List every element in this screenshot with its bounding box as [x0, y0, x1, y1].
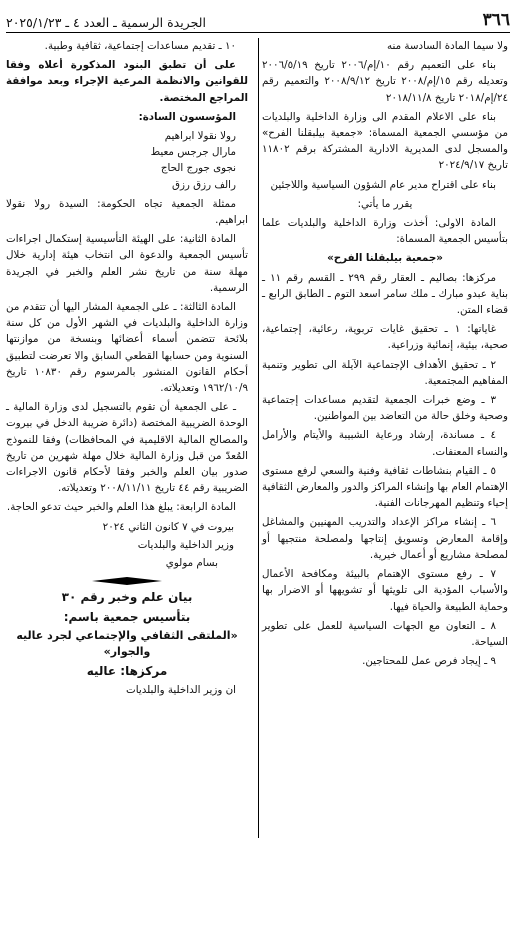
section-divider	[92, 577, 162, 585]
founder-name: رالف رزق رزق	[171, 178, 236, 191]
goal-8: ٨ ـ التعاون مع الجهات السياسية للعمل على تطوير السياحة.	[262, 619, 508, 648]
circular-ref: بناء على التعميم رقم ١٠/إم/٢٠٠٦ تاريخ ٢٠٠٦/٥/١٩ وتعديله رقم ١٥/إم/٢٠٠٨ تاريخ ٢٠٠٨/٩/١٢ والتعميم رقم ٢٤/إم/٢٠١٨ تاريخ ٢٠١٨/١١/٨	[262, 59, 508, 104]
founder-name: مارال جرجس معيط	[150, 146, 236, 159]
proposal-ref: بناء على اقتراح مدير عام الشؤون السياسية واللاجئين	[270, 178, 496, 191]
notice-association-name: «الملتقى الثقافي والإجتماعي لجرد عاليه والجوار»	[16, 628, 238, 658]
article-two: المادة الثانية: على الهيئة التأسيسية إستكمال اجراءات تأسيس الجمعية والدعوة الى انتخاب هيئة إدارية خلال مهلة سنة من تاريخ نشر العلم والخبر في الجريدة الرسمية.	[6, 233, 248, 294]
goal-9: ٩ ـ إيجاد فرص عمل للمحتاجين.	[362, 655, 496, 668]
page-number: ٣٦٦	[482, 10, 510, 30]
article-three: المادة الثالثة: ـ على الجمعية المشار اليها أن تتقدم من وزارة الداخلية والبلديات في الشهر الأول من كل سنة بلائحة تتضمن أسماء أعضائها وبنسخة من موازنتها السنوية ومن حسابها القطعي السابق والا تعرضت لتطبيق أحكام القانون المنشور بالمرسوم رقم ١٠٨٣٠ تاريخ ١٩٦٢/١٠/٩ وتعديلاته.	[6, 301, 249, 395]
founders-list	[6, 128, 248, 193]
goal-1: غاياتها: ١ ـ تحقيق غايات تربوية، رعائية، إجتماعية، صحية، بيئية، إنمائية وزراعية.	[262, 323, 508, 352]
association-hq: مركزها: بصاليم ـ العقار رقم ٢٩٩ ـ القسم رقم ١١ ـ بناية عبدو مبارك ـ ملك سامر اسعد التوم ـ الطابق الرابع ـ قضاء المتن.	[262, 271, 508, 317]
notice-title: بيان علم وخبر رقم ٣٠	[61, 590, 193, 605]
decides-heading: يقرر ما يأتي:	[357, 197, 413, 210]
notice-from: ان وزير الداخلية والبلديات	[126, 684, 236, 697]
article-one: المادة الاولى: أخذت وزارة الداخلية والبلديات علما بتأسيس الجمعية المسماة:	[262, 217, 508, 246]
intro-line: ولا سيما المادة السادسة منه	[386, 40, 508, 52]
column-divider	[258, 38, 259, 838]
founder-name: نجوى جورج الحاج	[160, 162, 236, 175]
right-column	[262, 38, 508, 672]
goal-2: ٢ ـ تحقيق الأهداف الإجتماعية الآيلة الى تطوير وتنمية المفاهيم المجتمعية.	[262, 358, 508, 387]
article-four: المادة الرابعة: يبلغ هذا العلم والخبر حيث تدعو الحاجة.	[6, 501, 236, 514]
goal-7: ٧ ـ رفع مستوى الإهتمام بالبيئة ومكافحة الأعمال والأسباب المؤدية الى تلويثها أو تشويهها أو الاضرار بها وحماية الطبيعة والحياة فيها.	[262, 568, 508, 613]
notice-hq: مركزها: عاليه	[86, 664, 168, 679]
page-header	[6, 8, 510, 30]
place-date: بيروت في ٧ كانون الثاني ٢٠٢٤	[102, 520, 234, 533]
founder-name: رولا نقولا ابراهيم	[164, 130, 236, 143]
left-column	[6, 38, 248, 702]
goal-5: ٥ ـ القيام بنشاطات ثقافية وفنية والسعي لرفع مستوى الإهتمام العام بها وإنشاء المراكز والدور والمعارض الثقافية إحياء وتنظيم المهرجانات الفنية.	[262, 464, 508, 510]
notice-subtitle: بتأسيس جمعية باسم:	[63, 609, 191, 624]
compliance-note: على أن تطبق البنود المذكورة أعلاه وفقا للقوانين والانظمة المرعية الإجراء وبعد موافقة المراجع المختصة.	[6, 59, 248, 104]
founders-label: المؤسسون السادة:	[138, 110, 236, 123]
notification-ref: بناء على الاعلام المقدم الى وزارة الداخلية والبلديات من مؤسسي الجمعية المسماة: «جمعية بيلبقلنا الفرح» والمسجل لدى المديرية الادارية المشتركة برقم ١١٨٠٢ تاريخ ٢٠٢٤/٩/١٧	[262, 110, 508, 172]
minister-title: وزير الداخلية والبلديات	[137, 538, 234, 551]
gazette-issue: الجريدة الرسمية ـ العدد ٤ ـ ٢٠٢٥/١/٢٣	[6, 15, 206, 30]
article-three-tax: ـ على الجمعية أن تقوم بالتسجيل لدى وزارة المالية ـ الوحدة الضريبية المختصة (دائرة ضريبة الدخل في بيروت والمصالح المالية الاقليمية في المحافظات) وفقا للنموذج المُعدّ من قبل وزارة المالية خلال مهلة شهرين من تاريخ صدور بيان العلم والخبر وفقا لأحكام قانون الاجراءات الضريبية رقم ٤٤ تاريخ ٢٠٠٨/١١/١١ وتعديلاته.	[6, 401, 248, 495]
goal-4: ٤ ـ مساندة، إرشاد ورعاية الشبيبة والأيتام والأرامل والنساء المعنفات.	[262, 429, 508, 458]
government-representative: ممثلة الجمعية تجاه الحكومة: السيدة رولا نقولا ابراهيم.	[6, 197, 248, 227]
goal-6: ٦ ـ إنشاء مراكز الإعداد والتدريب المهنيين والمشاغل وإقامة المعارض وتسويق إنتاجها ولمصلحة منتجيها أو لمصلحة مشاريع أو أعمال خيرية.	[262, 516, 508, 561]
goal-10: ١٠ ـ تقديم مساعدات إجتماعية، ثقافية وطبية.	[44, 40, 236, 52]
goal-3: ٣ ـ وضع خبرات الجمعية لتقديم مساعدات إجتماعية وصحية وخلق حالة من التعاضد بين المواطنين.	[262, 394, 508, 423]
minister-name: بسام مولوي	[165, 557, 218, 570]
header-rule	[6, 32, 510, 33]
association-name: «جمعية بيلبقلنا الفرح»	[327, 252, 443, 265]
